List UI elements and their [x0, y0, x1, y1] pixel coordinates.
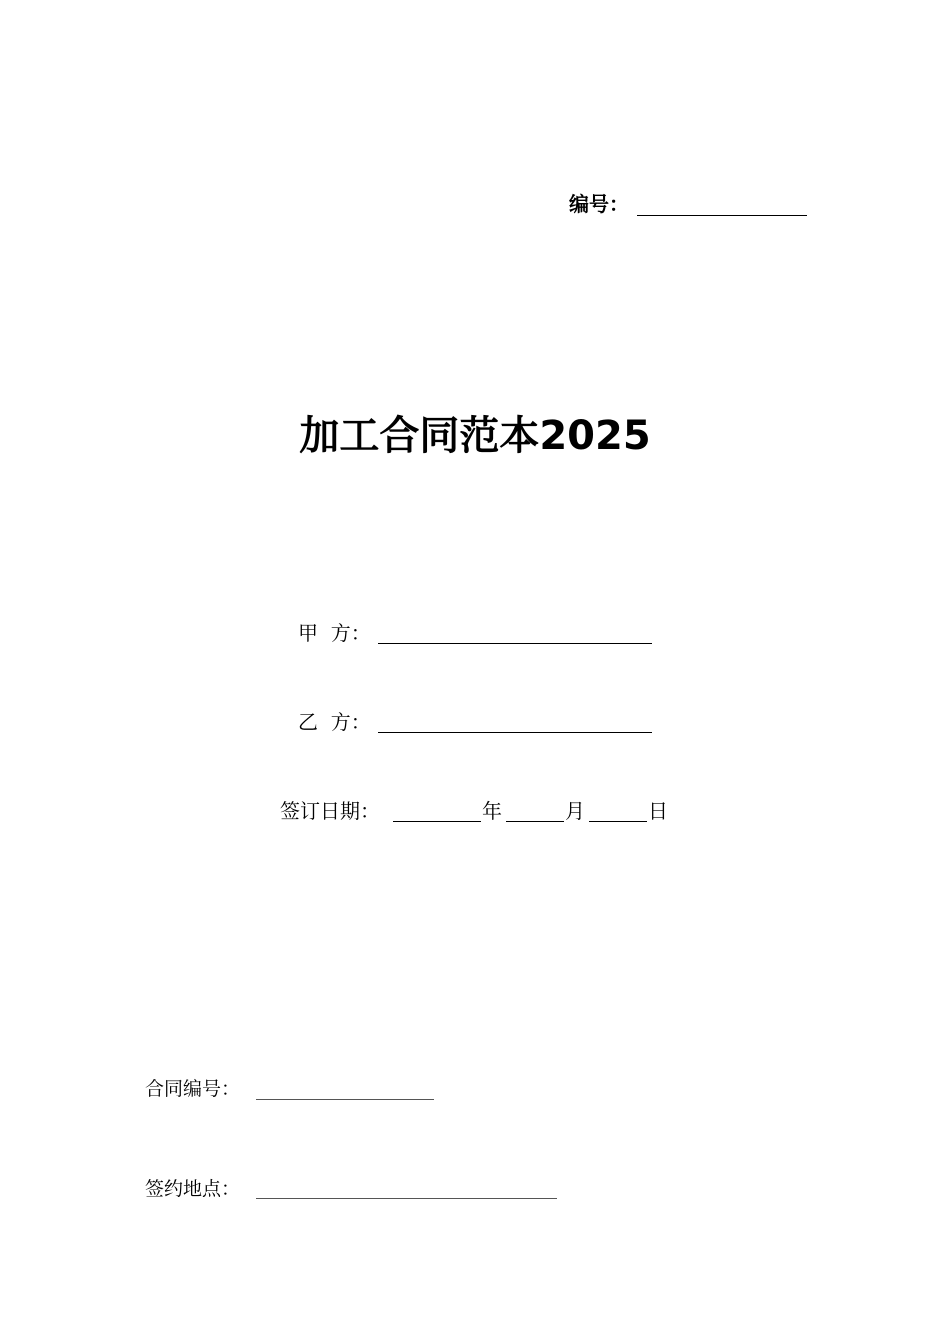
- signing-place-blank[interactable]: [256, 1198, 557, 1199]
- signing-place-label: 签约地点：: [145, 1178, 241, 1200]
- signing-month-label: 月: [565, 799, 585, 823]
- signing-year-blank[interactable]: [393, 821, 481, 822]
- signing-year-label: 年: [482, 799, 502, 823]
- serial-number-label: 编号：: [569, 192, 629, 216]
- signing-month-blank[interactable]: [506, 821, 564, 822]
- signing-day-blank[interactable]: [589, 821, 647, 822]
- party-a-blank[interactable]: [378, 643, 652, 644]
- contract-number-label: 合同编号：: [145, 1078, 241, 1100]
- contract-number-blank[interactable]: [256, 1099, 434, 1100]
- party-a-label: 甲 方：: [298, 621, 371, 645]
- signing-date-label: 签订日期：: [280, 799, 380, 823]
- signing-day-label: 日: [648, 799, 668, 823]
- party-b-label: 乙 方：: [298, 710, 371, 734]
- serial-number-blank[interactable]: [637, 215, 807, 216]
- party-b-blank[interactable]: [378, 732, 652, 733]
- document-title: 加工合同范本2025: [299, 413, 651, 459]
